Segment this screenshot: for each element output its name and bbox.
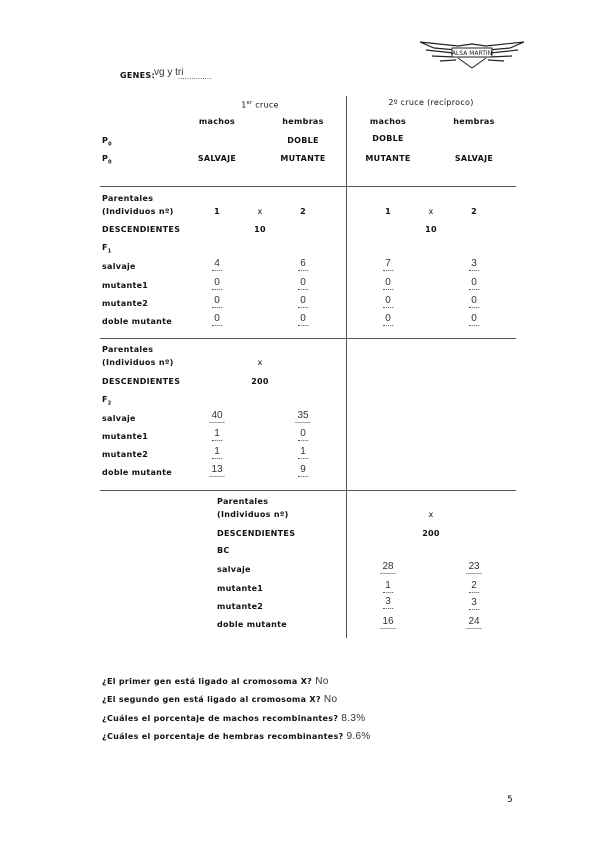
cross2-female-genotype: SALVAJE — [454, 154, 494, 163]
genes-label: GENES: — [120, 71, 155, 80]
s1-c1-parent1: 1 — [214, 207, 220, 216]
s3-f-1: 2 — [471, 580, 477, 591]
cross1-females-header: hembras — [282, 117, 324, 126]
s1-descendientes: DESCENDIENTES — [102, 225, 181, 234]
cross2-title: 2º cruce (recíproco) — [388, 98, 474, 107]
s1-c2-parent1: 1 — [385, 207, 391, 216]
s2-individuos: (Individuos nº) — [102, 358, 174, 367]
s2-f-1: 0 — [300, 428, 306, 439]
logo-text: ALSA MARTIN — [451, 50, 493, 57]
s2-parentales: Parentales — [102, 345, 154, 354]
s3-f-2: 3 — [471, 597, 477, 608]
s1-c1m-0: 4 — [214, 258, 220, 269]
s1-row-label: salvaje — [102, 262, 136, 271]
answer-4: 9.6% — [346, 731, 371, 742]
aston-martin-logo — [418, 36, 526, 70]
s2-cross-x: x — [257, 358, 263, 367]
s3-row-label: salvaje — [217, 565, 251, 574]
cross1-title: 1er cruce — [241, 100, 279, 110]
s3-row-label: mutante1 — [217, 584, 264, 593]
cross2-females-header: hembras — [453, 117, 495, 126]
s3-m-1: 1 — [385, 580, 391, 591]
s1-row-label: mutante1 — [102, 281, 149, 290]
s2-m-0: 40 — [211, 410, 223, 421]
cross1-female-genotype-1: DOBLE — [287, 136, 319, 145]
s3-row-label: mutante2 — [217, 602, 264, 611]
s1-c2-cross-x: x — [428, 207, 434, 216]
s2-desc-count: 200 — [251, 377, 269, 386]
s1-c2f-1: 0 — [471, 277, 477, 288]
s3-individuos: (Individuos nº) — [217, 510, 289, 519]
s1-c1m-2: 0 — [214, 295, 220, 306]
s3-f-3: 24 — [468, 616, 480, 627]
s2-f-3: 9 — [300, 464, 306, 475]
genes-value: vg y tri — [154, 67, 184, 78]
cross2-male-genotype-1: DOBLE — [372, 134, 404, 143]
cross1-female-genotype-2: MUTANTE — [280, 154, 326, 163]
answer-1: No — [315, 676, 329, 687]
s3-f-0: 23 — [468, 561, 480, 572]
s1-c1m-1: 0 — [214, 277, 220, 288]
question-2: ¿El segundo gen está ligado al cromosoma X? No — [102, 694, 338, 705]
s1-c2m-0: 7 — [385, 258, 391, 269]
s1-c2-parent2: 2 — [471, 207, 477, 216]
s1-c1m-3: 0 — [214, 313, 220, 324]
question-4: ¿Cuáles el porcentaje de hembras recombinantes? 9.6% — [102, 731, 371, 742]
answer-2: No — [323, 694, 338, 705]
s1-c2f-3: 0 — [471, 313, 477, 324]
s1-generation-label: $F_1$ — [102, 243, 112, 255]
page-number: 5 — [507, 795, 514, 805]
s3-descendientes: DESCENDIENTES — [217, 529, 296, 538]
s1-parentales: Parentales — [102, 194, 154, 203]
s2-f-2: 1 — [300, 446, 306, 457]
s2-generation-label: $F_2$ — [102, 395, 112, 407]
s3-m-2: 3 — [385, 596, 391, 607]
s2-descendientes: DESCENDIENTES — [102, 377, 181, 386]
s1-individuos: (Individuos nº) — [102, 207, 174, 216]
divider-1 — [100, 186, 516, 187]
s2-row-label: salvaje — [102, 414, 136, 423]
question-1: ¿El primer gen está ligado al cromosoma X? No — [102, 676, 329, 687]
s1-row-label: mutante2 — [102, 299, 149, 308]
s2-row-label: mutante1 — [102, 432, 149, 441]
cross2-males-header: machos — [369, 117, 407, 126]
s2-row-label: doble mutante — [102, 468, 173, 477]
s1-c1f-1: 0 — [300, 277, 306, 288]
s3-m-3: 16 — [382, 616, 394, 627]
answer-3: 8.3% — [341, 713, 366, 724]
s1-row-label: doble mutante — [102, 317, 173, 326]
p0-label-1: $P_0$ — [102, 136, 112, 148]
s3-desc-count: 200 — [422, 529, 440, 538]
s1-c2f-2: 0 — [471, 295, 477, 306]
s1-c2f-0: 3 — [471, 258, 477, 269]
s2-m-2: 1 — [214, 446, 220, 457]
s3-m-0: 28 — [382, 561, 394, 572]
s1-c1-desc-count: 10 — [254, 225, 266, 234]
cross2-male-genotype-2: MUTANTE — [365, 154, 411, 163]
s1-c1f-3: 0 — [300, 313, 306, 324]
s1-c1f-0: 6 — [300, 258, 306, 269]
cross1-males-header: machos — [198, 117, 236, 126]
s3-row-label: doble mutante — [217, 620, 288, 629]
vertical-divider — [346, 96, 347, 638]
divider-2 — [100, 338, 516, 339]
s1-c1f-2: 0 — [300, 295, 306, 306]
s2-f-0: 35 — [297, 410, 309, 421]
s1-c2m-1: 0 — [385, 277, 391, 288]
s3-generation-label: BC — [217, 546, 230, 555]
cross1-male-genotype: SALVAJE — [197, 154, 237, 163]
s3-cross-x: x — [428, 510, 434, 519]
s1-c2m-3: 0 — [385, 313, 391, 324]
genes-dots: ............... — [178, 72, 212, 81]
s1-c1-parent2: 2 — [300, 207, 306, 216]
divider-3 — [100, 490, 516, 491]
s2-m-3: 13 — [211, 464, 223, 475]
s1-c2-desc-count: 10 — [425, 225, 437, 234]
p0-label-2: $P_0$ — [102, 154, 112, 166]
s2-row-label: mutante2 — [102, 450, 149, 459]
question-3: ¿Cuáles el porcentaje de machos recombinantes? 8.3% — [102, 713, 366, 724]
s1-c2m-2: 0 — [385, 295, 391, 306]
s2-m-1: 1 — [214, 428, 220, 439]
s1-c1-cross-x: x — [257, 207, 263, 216]
s3-parentales: Parentales — [217, 497, 269, 506]
